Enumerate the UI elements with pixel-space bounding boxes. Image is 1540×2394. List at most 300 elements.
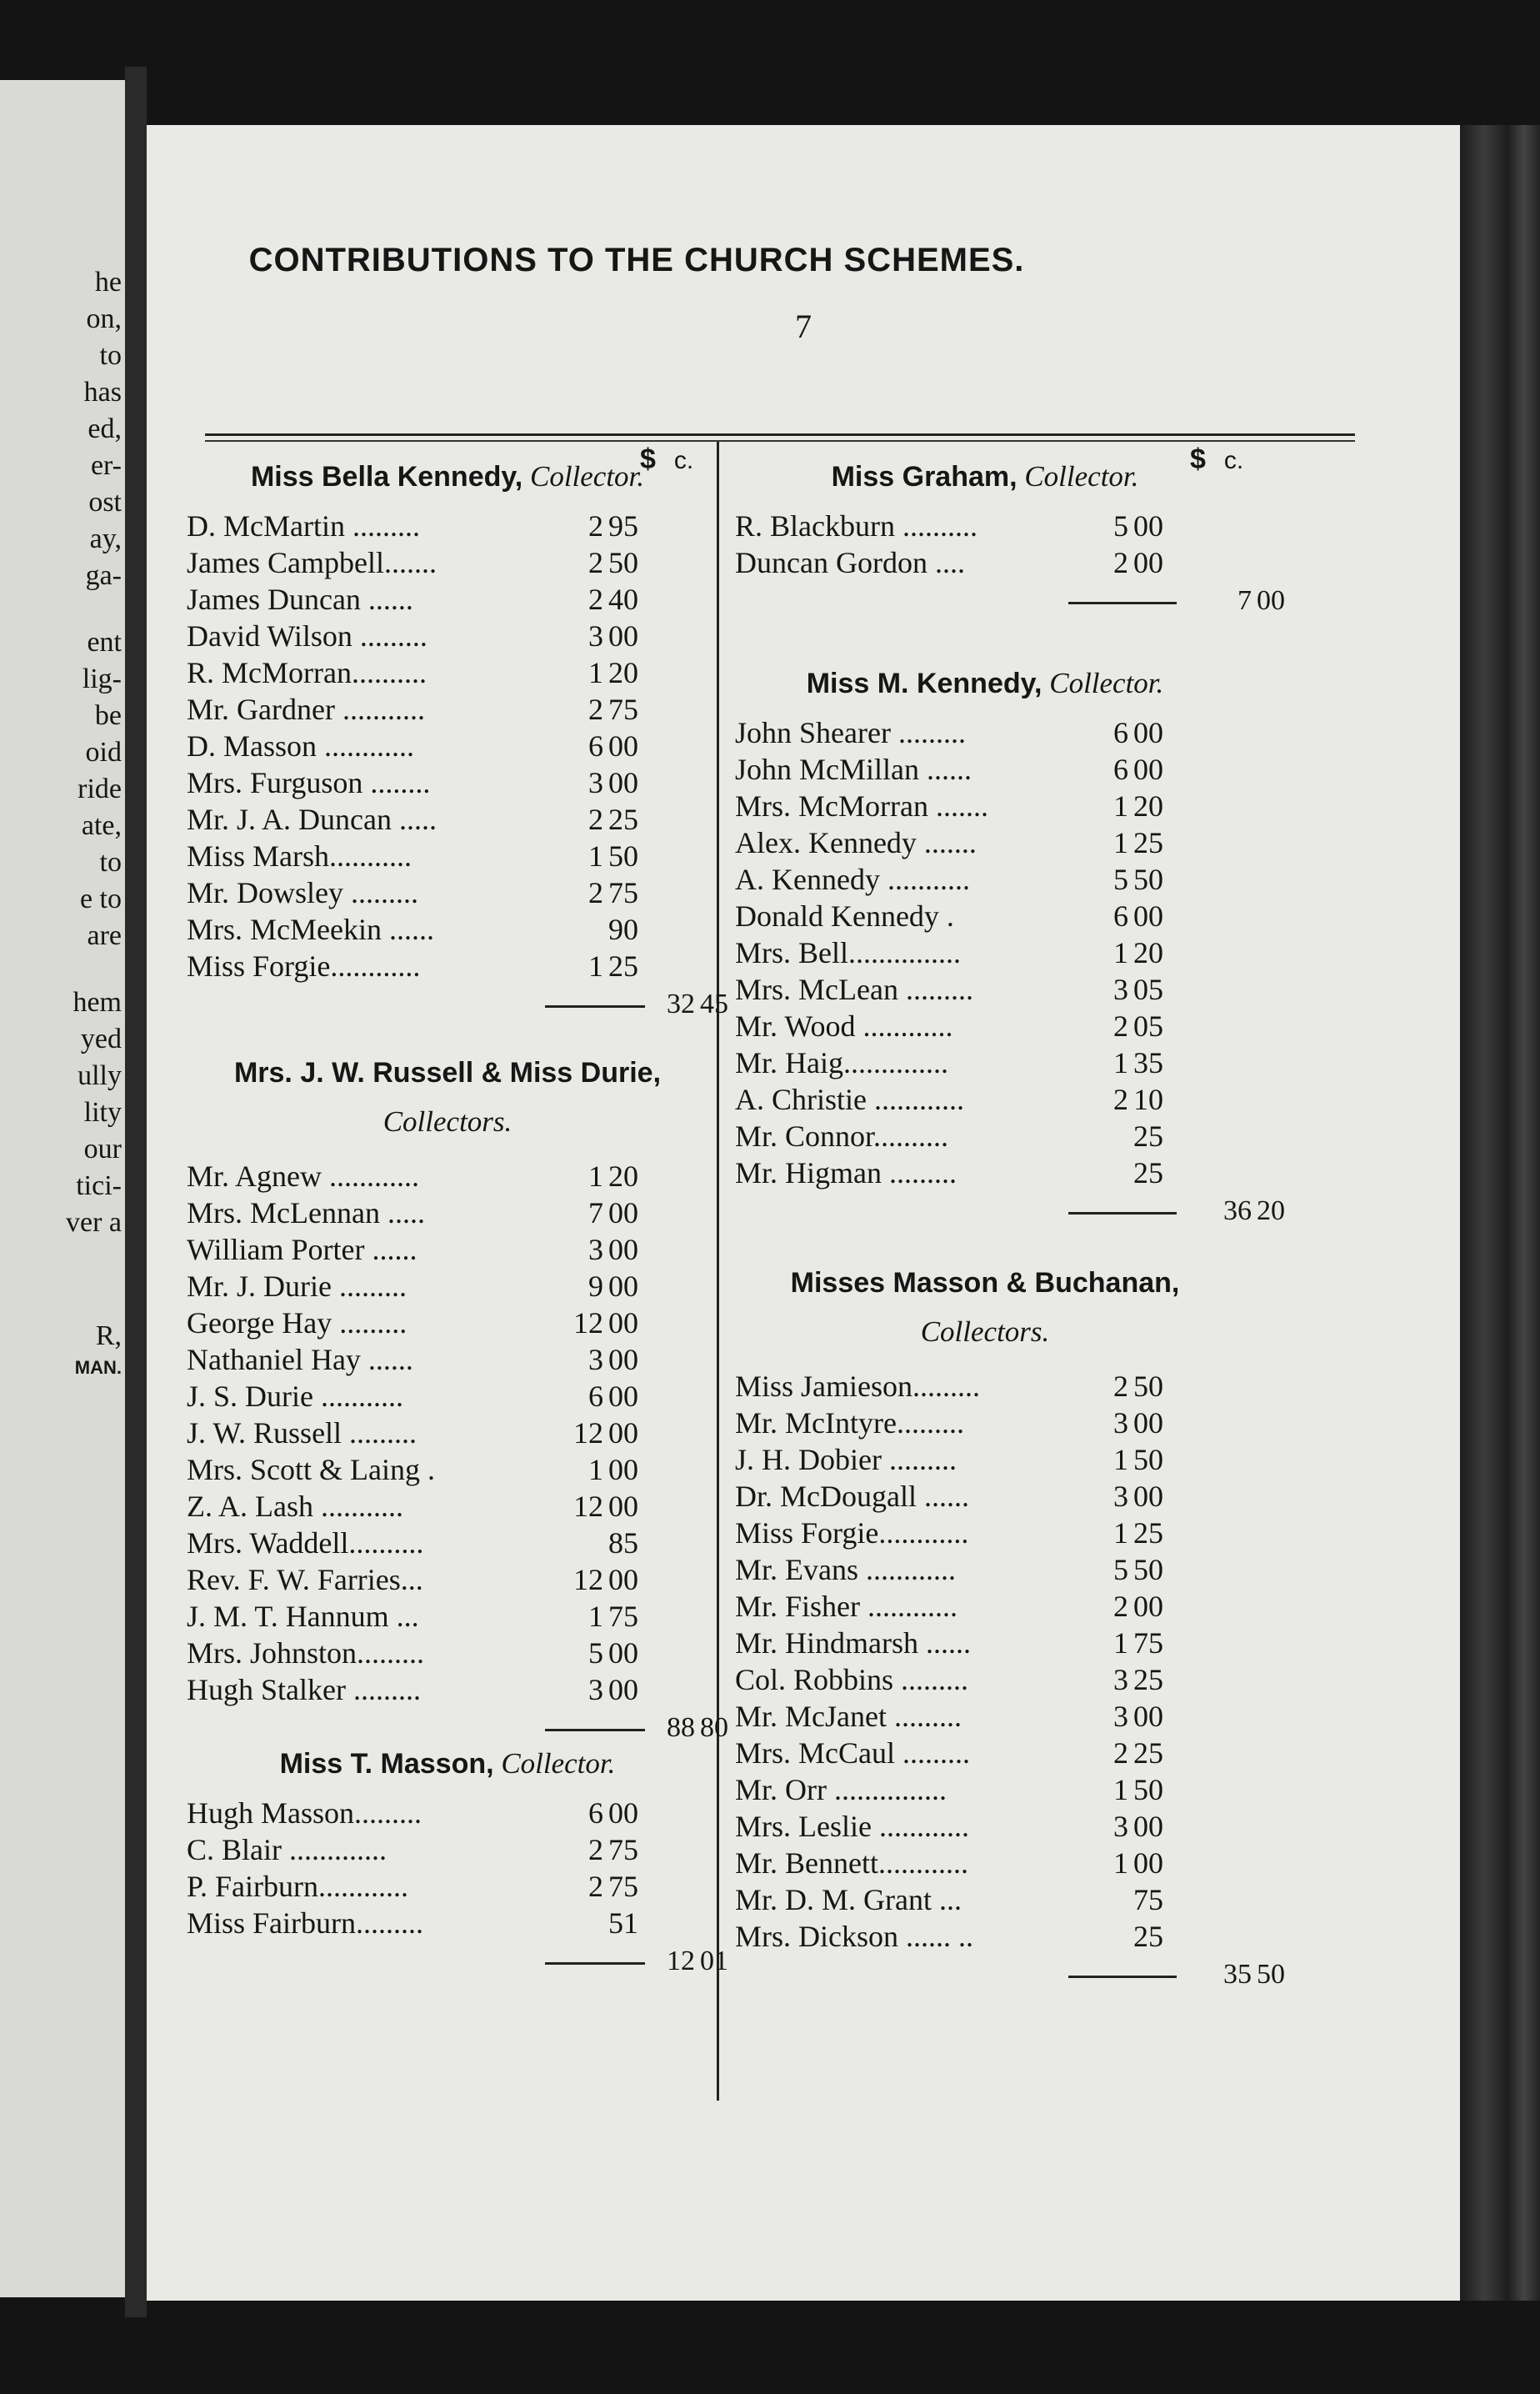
contribution-row (735, 1515, 1183, 1552)
amount-dollars: 3 (588, 1233, 603, 1266)
facing-page-fragment: ver a (65, 1207, 122, 1238)
contribution-row (187, 692, 658, 729)
contribution-row (187, 1342, 658, 1379)
contributor-name: David Wilson ......... (187, 619, 428, 653)
contribution-row (187, 1195, 658, 1232)
contributor-name: Mr. Agnew ............ (187, 1159, 419, 1193)
amount-dollars: 3 (1113, 1480, 1128, 1513)
contribution-row (735, 752, 1183, 789)
facing-page-fragment: ed, (88, 413, 122, 444)
contributor-name: Mrs. Johnston......... (187, 1636, 425, 1670)
contributor-name: J. W. Russell ......... (187, 1416, 418, 1450)
amount-dollars: 12 (573, 1563, 603, 1596)
amount-cents: 00 (608, 1380, 638, 1413)
dollar-label: $ (640, 443, 656, 475)
total-rule (545, 1729, 645, 1731)
contribution-row (735, 1119, 1183, 1155)
amount-cents: 00 (1133, 716, 1163, 749)
contribution-row (187, 1452, 658, 1489)
contribution-row (187, 1159, 658, 1195)
amount-dollars: 2 (588, 583, 603, 616)
amount-dollars: 3 (1113, 973, 1128, 1006)
amount-dollars: 3 (1113, 1663, 1128, 1696)
contribution-row (735, 715, 1183, 752)
contributor-name: Nathaniel Hay ...... (187, 1343, 413, 1376)
facing-page-fragment: has (83, 377, 122, 408)
total-rule (545, 1962, 645, 1965)
amount-dollars: 6 (588, 1796, 603, 1830)
contributor-name: Hugh Stalker ......... (187, 1673, 421, 1706)
section-total (187, 1712, 750, 1749)
total-cents: 20 (1257, 1195, 1285, 1226)
amount-dollars: 2 (588, 803, 603, 836)
contributor-name: Duncan Gordon .... (735, 546, 965, 579)
amount-dollars: 5 (1113, 509, 1128, 543)
contributor-name: Mr. Orr ............... (735, 1773, 947, 1806)
contribution-row (735, 862, 1183, 899)
total-dollars: 7 (1238, 585, 1252, 616)
contribution-row (735, 1846, 1183, 1882)
contribution-row (187, 729, 658, 765)
collector-heading (735, 1267, 1235, 1300)
contributor-name: Miss Jamieson......... (735, 1370, 981, 1403)
contribution-row (187, 1415, 658, 1452)
contribution-row (735, 1442, 1183, 1479)
total-cents: 50 (1257, 1959, 1285, 1990)
collector-heading (187, 1747, 708, 1780)
facing-page-edge (0, 80, 125, 2297)
contributor-name: D. McMartin ......... (187, 509, 420, 543)
amount-cents: 00 (608, 729, 638, 763)
amount-dollars: 3 (588, 1673, 603, 1706)
amount-cents: 25 (1133, 1920, 1163, 1953)
amount-cents: 00 (608, 1796, 638, 1830)
amount-cents: 90 (608, 913, 638, 946)
contributor-name: James Duncan ...... (187, 583, 413, 616)
facing-page-fragment: hem (72, 987, 122, 1018)
amount-dollars: 5 (1113, 863, 1128, 896)
facing-page-fragment: ride (78, 774, 122, 804)
amount-dollars: 2 (588, 546, 603, 579)
amount-cents: 00 (1133, 1846, 1163, 1880)
facing-page-fragment: be (94, 700, 122, 731)
collector-role: Collector. (522, 460, 645, 493)
amount-cents: 00 (1133, 1700, 1163, 1733)
contributor-name: Mrs. McMorran ....... (735, 789, 988, 823)
facing-page-fragment: are (87, 920, 122, 951)
contributor-name: C. Blair ............. (187, 1833, 387, 1866)
amount-cents: 00 (608, 1490, 638, 1523)
cents-label: c. (673, 447, 694, 474)
amount-dollars: 2 (588, 509, 603, 543)
amount-cents: 00 (1133, 899, 1163, 933)
collector-heading (187, 460, 708, 493)
amount-cents: 00 (608, 619, 638, 653)
total-rule (1068, 602, 1177, 604)
amount-dollars: 1 (1113, 1773, 1128, 1806)
contribution-row (187, 545, 658, 582)
amount-cents: 25 (1133, 826, 1163, 859)
total-dollars: 32 (667, 989, 695, 1019)
collector-name: Mrs. J. W. Russell & Miss Durie, (233, 1057, 662, 1089)
amount-dollars: 12 (573, 1490, 603, 1523)
amount-cents: 20 (608, 656, 638, 689)
total-rule (1068, 1212, 1177, 1215)
amount-cents: 50 (1133, 1553, 1163, 1586)
section-total (735, 585, 1307, 622)
collector-role: Collector. (1042, 667, 1164, 699)
facing-page-fragment: MAN. (74, 1357, 122, 1378)
amount-dollars: 7 (588, 1196, 603, 1230)
total-rule (1068, 1976, 1177, 1978)
amount-dollars: 2 (1113, 1083, 1128, 1116)
amount-cents: 50 (1133, 863, 1163, 896)
amount-dollars: 3 (588, 766, 603, 799)
contributor-name: John Shearer ......... (735, 716, 966, 749)
contribution-row (187, 655, 658, 692)
cents-label: c. (1223, 447, 1244, 474)
amount-cents: 05 (1133, 973, 1163, 1006)
amount-cents: 51 (608, 1906, 638, 1940)
amount-cents: 50 (1133, 1773, 1163, 1806)
contributor-name: Mr. Gardner ........... (187, 693, 425, 726)
amount-cents: 25 (608, 803, 638, 836)
collector-heading (187, 1057, 708, 1089)
contribution-row (187, 875, 658, 912)
contributor-name: Donald Kennedy . (735, 899, 954, 933)
contribution-row (187, 1869, 658, 1906)
contributor-name: Alex. Kennedy ....... (735, 826, 977, 859)
amount-cents: 25 (1133, 1156, 1163, 1189)
collector-name: Miss Bella Kennedy, (250, 461, 523, 493)
contributor-name: Mrs. Leslie ............ (735, 1810, 969, 1843)
amount-dollars: 6 (588, 729, 603, 763)
contribution-row (187, 1906, 658, 1942)
amount-dollars: 2 (1113, 1590, 1128, 1623)
contributor-name: Mrs. McCaul ......... (735, 1736, 970, 1770)
book-edge (1460, 125, 1540, 2301)
page (147, 125, 1460, 2301)
amount-cents: 00 (608, 1636, 638, 1670)
amount-dollars: 3 (1113, 1406, 1128, 1440)
amount-cents: 75 (608, 876, 638, 909)
contributor-name: Mr. Evans ............ (735, 1553, 956, 1586)
contribution-row (735, 935, 1183, 972)
facing-page-fragment: oid (85, 737, 122, 768)
facing-page-fragment: e to (79, 884, 122, 914)
contribution-row (735, 1772, 1183, 1809)
amount-cents: 00 (608, 1416, 638, 1450)
total-cents: 45 (700, 989, 728, 1019)
contribution-row (187, 839, 658, 875)
amount-cents: 75 (608, 1600, 638, 1633)
amount-cents: 50 (608, 546, 638, 579)
amount-cents: 75 (608, 1833, 638, 1866)
amount-cents: 25 (1133, 1119, 1163, 1153)
total-dollars: 12 (667, 1946, 695, 1976)
total-cents: 80 (700, 1712, 728, 1743)
contributor-name: Mrs. Bell............... (735, 936, 962, 969)
contribution-row (187, 1525, 658, 1562)
collector-heading (735, 460, 1235, 493)
contribution-row (735, 1589, 1183, 1625)
facing-page-fragment: to (99, 340, 122, 371)
total-dollars: 35 (1223, 1959, 1252, 1990)
contributor-name: Mr. Dowsley ......... (187, 876, 418, 909)
contributor-name: P. Fairburn............ (187, 1870, 409, 1903)
amount-cents: 20 (1133, 789, 1163, 823)
amount-cents: 05 (1133, 1009, 1163, 1043)
contributor-name: Miss Forgie............ (735, 1516, 969, 1550)
contribution-row (187, 619, 658, 655)
contributor-name: Mr. Fisher ............ (735, 1590, 958, 1623)
amount-cents: 00 (608, 1563, 638, 1596)
amount-dollars: 12 (573, 1416, 603, 1450)
contribution-row (735, 1155, 1183, 1192)
contributor-name: Miss Marsh........... (187, 839, 412, 873)
contribution-row (187, 1832, 658, 1869)
facing-page-fragment: our (83, 1134, 122, 1164)
contributor-name: Mr. Bennett............ (735, 1846, 968, 1880)
amount-cents: 10 (1133, 1083, 1163, 1116)
section-total (187, 989, 750, 1025)
contributor-name: Mr. J. A. Duncan ..... (187, 803, 437, 836)
facing-page-fragment: to (99, 847, 122, 878)
contribution-row (735, 545, 1183, 582)
amount-dollars: 2 (588, 876, 603, 909)
contribution-row (187, 802, 658, 839)
amount-cents: 00 (608, 1673, 638, 1706)
total-cents: 01 (700, 1946, 728, 1976)
amount-cents: 50 (1133, 1443, 1163, 1476)
contributor-name: J. S. Durie ........... (187, 1380, 403, 1413)
amount-cents: 00 (1133, 1406, 1163, 1440)
section-total (735, 1195, 1307, 1232)
collector-name: Misses Masson & Buchanan, (790, 1267, 1180, 1299)
contributor-name: Col. Robbins ......... (735, 1663, 969, 1696)
contributor-name: Mr. J. Durie ......... (187, 1270, 407, 1303)
amount-cents: 20 (608, 1159, 638, 1193)
contributor-name: Mrs. Furguson ........ (187, 766, 431, 799)
amount-dollars: 2 (588, 1870, 603, 1903)
amount-dollars: 2 (1113, 1736, 1128, 1770)
amount-dollars: 1 (588, 839, 603, 873)
amount-dollars: 5 (1113, 1553, 1128, 1586)
facing-page-fragment: er- (90, 450, 122, 481)
contribution-row (735, 789, 1183, 825)
amount-dollars: 3 (1113, 1810, 1128, 1843)
dollar-label: $ (1190, 443, 1206, 475)
amount-dollars: 6 (1113, 899, 1128, 933)
amount-dollars: 6 (1113, 753, 1128, 786)
contributor-name: Mr. McJanet ......... (735, 1700, 962, 1733)
contributor-name: Z. A. Lash ........... (187, 1490, 403, 1523)
amount-cents: 00 (1133, 753, 1163, 786)
facing-page-fragment: ga- (85, 560, 122, 591)
amount-cents: 75 (1133, 1626, 1163, 1660)
facing-page-fragment: ost (88, 487, 122, 518)
contribution-row (735, 1552, 1183, 1589)
contribution-row (187, 1269, 658, 1305)
contribution-row (187, 1672, 658, 1709)
section-total (735, 1959, 1307, 1996)
contributor-name: Mrs. McLennan ..... (187, 1196, 425, 1230)
amount-cents: 00 (1133, 1480, 1163, 1513)
contribution-row (187, 582, 658, 619)
collector-name: Miss Graham, (831, 461, 1018, 493)
amount-cents: 00 (608, 1233, 638, 1266)
contribution-row (187, 1305, 658, 1342)
amount-cents: 25 (1133, 1516, 1163, 1550)
amount-cents: 85 (608, 1526, 638, 1560)
amount-cents: 25 (608, 949, 638, 983)
contributor-name: Mr. Connor.......... (735, 1119, 949, 1153)
amount-cents: 00 (1133, 546, 1163, 579)
facing-page-fragment: R, (95, 1320, 122, 1351)
total-cents: 00 (1257, 585, 1285, 616)
amount-cents: 00 (608, 766, 638, 799)
amount-cents: 25 (1133, 1663, 1163, 1696)
contributor-name: Miss Forgie............ (187, 949, 421, 983)
title-rule-thick (205, 433, 1355, 436)
contributor-name: R. Blackburn .......... (735, 509, 978, 543)
contributor-name: Mr. Hindmarsh ...... (735, 1626, 971, 1660)
amount-cents: 95 (608, 509, 638, 543)
contribution-row (735, 1735, 1183, 1772)
contribution-row (187, 508, 658, 545)
column-divider (717, 442, 719, 2101)
contribution-row (187, 1599, 658, 1635)
contributor-name: Mr. Haig.............. (735, 1046, 948, 1079)
contributor-name: Mrs. McLean ......... (735, 973, 973, 1006)
contribution-row (735, 899, 1183, 935)
amount-cents: 00 (608, 1306, 638, 1340)
contribution-row (187, 765, 658, 802)
collector-role: Collector. (493, 1747, 616, 1780)
collector-heading (735, 667, 1235, 700)
contributor-name: D. Masson ............ (187, 729, 415, 763)
contribution-row (735, 1809, 1183, 1846)
amount-cents: 00 (1133, 1810, 1163, 1843)
contributor-name: Mrs. Dickson ...... .. (735, 1920, 973, 1953)
total-dollars: 88 (667, 1712, 695, 1743)
contributor-name: Mrs. McMeekin ...... (187, 913, 434, 946)
contributor-name: Mrs. Scott & Laing . (187, 1453, 435, 1486)
contributor-name: William Porter ...... (187, 1233, 418, 1266)
facing-page-fragment: lity (83, 1097, 122, 1128)
amount-cents: 75 (1133, 1883, 1163, 1916)
facing-page-fragment: yed (80, 1024, 122, 1054)
amount-dollars: 1 (1113, 1626, 1128, 1660)
contributor-name: A. Christie ............ (735, 1083, 964, 1116)
amount-dollars: 1 (1113, 1846, 1128, 1880)
amount-cents: 00 (1133, 509, 1163, 543)
contribution-row (735, 1045, 1183, 1082)
contributor-name: Mrs. Waddell.......... (187, 1526, 424, 1560)
contribution-row (735, 1625, 1183, 1662)
collector-role: Collector. (1017, 460, 1139, 493)
amount-dollars: 1 (1113, 1516, 1128, 1550)
contributor-name: Dr. McDougall ...... (735, 1480, 969, 1513)
collector-role: Collectors. (920, 1315, 1050, 1348)
contribution-row (735, 1082, 1183, 1119)
amount-dollars: 6 (1113, 716, 1128, 749)
total-rule (545, 1005, 645, 1008)
amount-cents: 40 (608, 583, 638, 616)
contributor-name: J. H. Dobier ......... (735, 1443, 957, 1476)
contributor-name: James Campbell....... (187, 546, 437, 579)
amount-dollars: 5 (588, 1636, 603, 1670)
amount-cents: 75 (608, 1870, 638, 1903)
amount-cents: 00 (608, 1453, 638, 1486)
contributor-name: Miss Fairburn......... (187, 1906, 424, 1940)
contribution-row (735, 1662, 1183, 1699)
amount-dollars: 1 (1113, 826, 1128, 859)
contribution-row (187, 949, 658, 985)
amount-dollars: 1 (588, 1453, 603, 1486)
contribution-row (735, 1405, 1183, 1442)
amount-cents: 00 (608, 1270, 638, 1303)
amount-dollars: 6 (588, 1380, 603, 1413)
contributor-name: Mr. D. M. Grant ... (735, 1883, 962, 1916)
total-dollars: 36 (1223, 1195, 1252, 1226)
collector-name: Miss M. Kennedy, (806, 668, 1042, 699)
contributor-name: Mr. McIntyre......... (735, 1406, 964, 1440)
collector-name: Miss T. Masson, (279, 1748, 494, 1780)
amount-dollars: 1 (1113, 789, 1128, 823)
contribution-row (187, 1232, 658, 1269)
facing-page-fragment: he (94, 267, 122, 298)
amount-dollars: 2 (588, 693, 603, 726)
contributor-name: R. McMorran.......... (187, 656, 427, 689)
amount-cents: 50 (608, 839, 638, 873)
page-title: CONTRIBUTIONS TO THE CHURCH SCHEMES. (248, 242, 1025, 278)
title-rule-thin (205, 440, 1355, 442)
amount-dollars: 3 (1113, 1700, 1128, 1733)
amount-dollars: 2 (1113, 546, 1128, 579)
amount-cents: 75 (608, 693, 638, 726)
amount-cents: 00 (608, 1196, 638, 1230)
facing-page-fragment: tici- (76, 1170, 122, 1201)
facing-page-fragment: ay, (89, 523, 122, 554)
contributor-name: Hugh Masson......... (187, 1796, 422, 1830)
contribution-row (187, 1796, 658, 1832)
contribution-row (735, 1882, 1183, 1919)
facing-page-fragment: lig- (82, 664, 122, 694)
contribution-row (735, 972, 1183, 1009)
amount-cents: 25 (1133, 1736, 1163, 1770)
amount-dollars: 3 (588, 619, 603, 653)
contribution-row (187, 1635, 658, 1672)
contributor-name: A. Kennedy ........... (735, 863, 970, 896)
contributor-name: Mr. Wood ............ (735, 1009, 953, 1043)
contribution-row (735, 1479, 1183, 1515)
contributor-name: Mr. Higman ......... (735, 1156, 957, 1189)
amount-cents: 00 (608, 1343, 638, 1376)
amount-cents: 50 (1133, 1370, 1163, 1403)
section-total (187, 1946, 750, 1982)
amount-dollars: 1 (1113, 1443, 1128, 1476)
contribution-row (735, 825, 1183, 862)
page-number: 7 (795, 308, 812, 345)
facing-page-fragment: on, (86, 303, 122, 334)
contribution-row (187, 1489, 658, 1525)
contributor-name: Rev. F. W. Farries... (187, 1563, 423, 1596)
amount-dollars: 12 (573, 1306, 603, 1340)
contribution-row (187, 912, 658, 949)
amount-dollars: 1 (588, 1159, 603, 1193)
amount-dollars: 3 (588, 1343, 603, 1376)
